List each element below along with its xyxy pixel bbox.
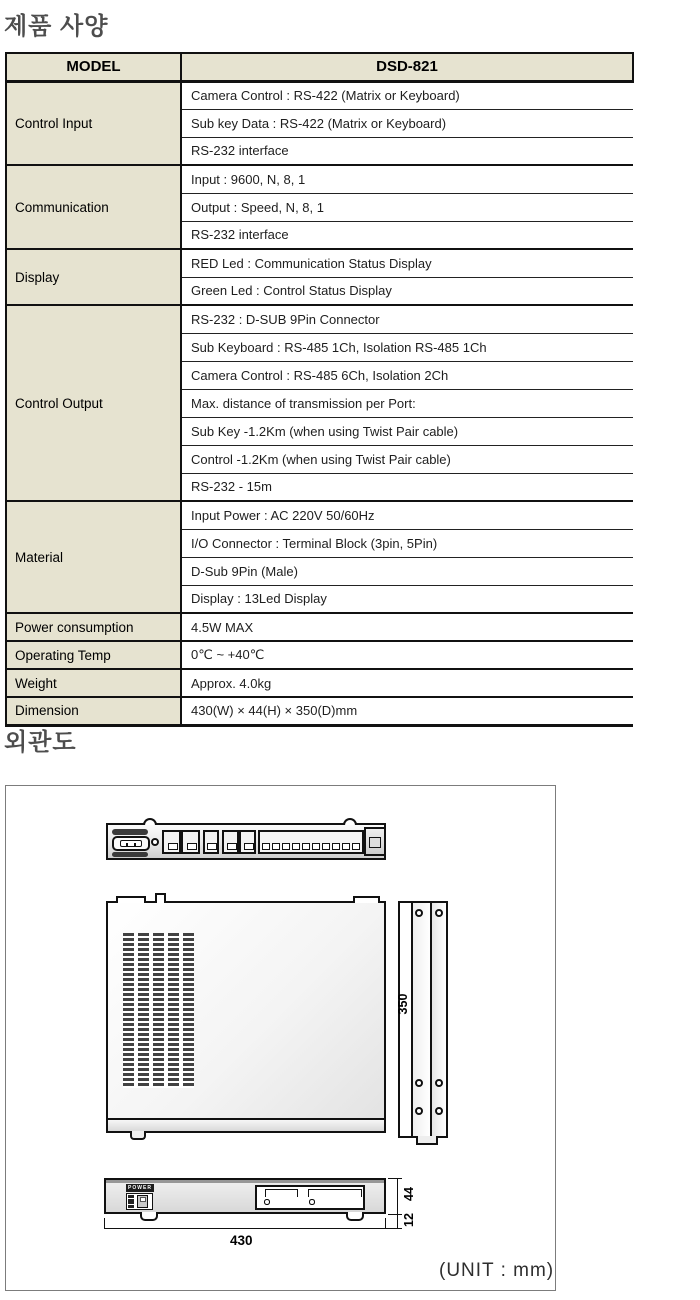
spec-section-label: Operating Temp — [6, 641, 181, 669]
terminal-tab — [312, 843, 320, 850]
terminal-tab — [282, 843, 290, 850]
terminal-tab — [187, 843, 197, 850]
rear-label-bar — [112, 829, 148, 835]
switch-legend-bar — [128, 1195, 134, 1208]
terminal-tab — [322, 843, 330, 850]
led-hole-icon — [309, 1199, 315, 1205]
terminal-tab — [352, 843, 360, 850]
mount-tab-icon — [116, 896, 146, 903]
ac-pin — [134, 843, 136, 847]
spec-value: Sub Keyboard : RS-485 1Ch, Isolation RS-485 1Ch — [181, 333, 633, 361]
terminal-tab — [332, 843, 340, 850]
device-header-cell: DSD-821 — [181, 53, 633, 81]
spec-value: Camera Control : RS-485 6Ch, Isolation 2Ch — [181, 361, 633, 389]
spec-value: Approx. 4.0kg — [181, 669, 633, 697]
mount-tab-icon — [143, 818, 157, 825]
dim-tick — [388, 1214, 402, 1215]
spec-value: RS-232 : D-SUB 9Pin Connector — [181, 305, 633, 333]
page-title-product-spec: 제품 사양 — [4, 13, 109, 40]
spec-value: Input : 9600, N, 8, 1 — [181, 165, 633, 193]
dim-tick — [104, 1218, 105, 1228]
terminal-tab — [342, 843, 350, 850]
foot-icon — [346, 1212, 364, 1221]
dim-line — [397, 1178, 398, 1229]
front-edge-strip — [108, 1118, 384, 1131]
terminal-block — [203, 830, 219, 854]
spec-section-label: Power consumption — [6, 613, 181, 641]
power-switch-icon — [126, 1193, 153, 1210]
led-hole-icon — [264, 1199, 270, 1205]
terminal-tab — [168, 843, 178, 850]
rear-switch — [369, 837, 381, 848]
mount-tab-icon — [353, 896, 380, 903]
terminal-block — [239, 830, 256, 854]
led-panel — [255, 1185, 365, 1210]
dim-line-width — [104, 1228, 402, 1229]
spec-value: Camera Control : RS-422 (Matrix or Keyboard) — [181, 81, 633, 109]
spec-section-label: Dimension — [6, 697, 181, 725]
spec-table-row — [6, 81, 633, 109]
spec-section-label: Material — [6, 501, 181, 613]
rear-panel-view — [106, 823, 386, 860]
ac-pin — [126, 843, 128, 847]
mount-tab-icon — [343, 818, 357, 825]
spec-table-row — [6, 501, 633, 529]
spec-value: Control -1.2Km (when using Twist Pair cable) — [181, 445, 633, 473]
rocker-button — [140, 1197, 146, 1202]
ac-inlet-icon — [112, 836, 150, 851]
terminal-tab — [227, 843, 237, 850]
terminal-tab — [262, 843, 270, 850]
spec-value: Output : Speed, N, 8, 1 — [181, 193, 633, 221]
spec-value: RS-232 - 15m — [181, 473, 633, 501]
terminal-tab — [292, 843, 300, 850]
ac-inlet-core — [120, 840, 142, 847]
vent-grid-icon — [123, 933, 194, 1088]
dimension-label-height: 44 — [402, 1187, 416, 1201]
screw-icon — [435, 1107, 443, 1115]
front-view — [104, 1178, 386, 1214]
spec-table — [5, 52, 634, 727]
led-frame — [265, 1189, 298, 1197]
spec-section-label: Display — [6, 249, 181, 305]
side-rail-line — [430, 903, 432, 1136]
foot-icon — [130, 1131, 146, 1140]
power-label: POWER — [126, 1184, 154, 1192]
dim-tick — [385, 1218, 386, 1228]
spec-value: D-Sub 9Pin (Male) — [181, 557, 633, 585]
spec-value: 0℃ ~ +40℃ — [181, 641, 633, 669]
spec-section-label: Control Input — [6, 81, 181, 165]
screw-icon — [415, 909, 423, 917]
spec-value: Max. distance of transmission per Port: — [181, 389, 633, 417]
terminal-block — [162, 830, 181, 854]
foot-icon — [416, 1136, 438, 1145]
spec-table-row — [6, 613, 633, 641]
terminal-tab — [272, 843, 280, 850]
spec-value: RED Led : Communication Status Display — [181, 249, 633, 277]
dimension-label-foot: 12 — [402, 1213, 416, 1227]
screw-icon — [415, 1079, 423, 1087]
rear-hole-icon — [151, 838, 159, 846]
spec-section-label: Weight — [6, 669, 181, 697]
dim-tick — [388, 1178, 402, 1179]
model-header-cell: MODEL — [6, 53, 181, 81]
terminal-block-long — [258, 830, 364, 854]
table-header-row — [6, 53, 633, 81]
side-view — [398, 901, 448, 1138]
side-rail — [411, 903, 430, 1136]
spec-value: RS-232 interface — [181, 137, 633, 165]
rocker-switch — [137, 1195, 148, 1208]
spec-value: 430(W) × 44(H) × 350(D)mm — [181, 697, 633, 725]
unit-label: (UNIT : mm) — [439, 1260, 555, 1281]
spec-value: Sub key Data : RS-422 (Matrix or Keyboard) — [181, 109, 633, 137]
spec-table-row — [6, 669, 633, 697]
rear-label-bar — [112, 852, 148, 857]
spec-value: RS-232 interface — [181, 221, 633, 249]
terminal-block — [222, 830, 239, 854]
top-view — [106, 901, 386, 1133]
side-rail-line — [411, 903, 413, 1136]
side-rail — [432, 903, 446, 1136]
spec-value: Green Led : Control Status Display — [181, 277, 633, 305]
spec-table-row — [6, 165, 633, 193]
rear-switch-box — [364, 827, 386, 856]
knob-icon — [155, 893, 166, 903]
spec-section-label: Communication — [6, 165, 181, 249]
spec-value: Display : 13Led Display — [181, 585, 633, 613]
page-title-outline-drawing: 외관도 — [4, 729, 77, 756]
dimension-label-width: 430 — [230, 1233, 253, 1248]
screw-icon — [415, 1107, 423, 1115]
spec-value: Sub Key -1.2Km (when using Twist Pair cable) — [181, 417, 633, 445]
terminal-tab — [244, 843, 254, 850]
screw-icon — [435, 1079, 443, 1087]
spec-value: I/O Connector : Terminal Block (3pin, 5Pin) — [181, 529, 633, 557]
foot-icon — [140, 1212, 158, 1221]
screw-icon — [435, 909, 443, 917]
spec-value: 4.5W MAX — [181, 613, 633, 641]
spec-table-row — [6, 305, 633, 333]
led-frame — [308, 1189, 362, 1197]
spec-section-label: Control Output — [6, 305, 181, 501]
spec-table-row — [6, 697, 633, 725]
spec-table-row — [6, 249, 633, 277]
terminal-tab — [302, 843, 310, 850]
terminal-block — [181, 830, 200, 854]
front-top-strip — [106, 1180, 384, 1183]
terminal-tab — [207, 843, 217, 850]
dimension-label-depth: 350 — [396, 993, 410, 1015]
spec-value: Input Power : AC 220V 50/60Hz — [181, 501, 633, 529]
spec-table-row — [6, 641, 633, 669]
outline-drawing — [5, 785, 556, 1291]
